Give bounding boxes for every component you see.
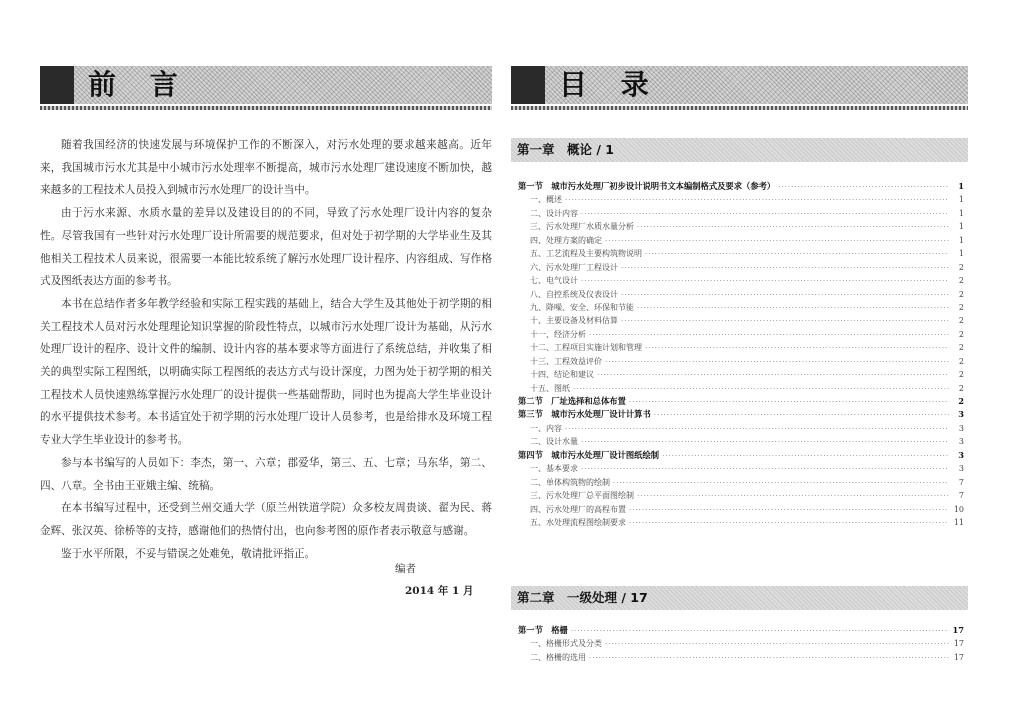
- toc-entry-label: 八、自控系统及仪表设计: [530, 289, 618, 299]
- toc-entry-page: 11: [953, 517, 964, 527]
- preface-paragraph: 本书在总结作者多年教学经验和实际工程实践的基础上，结合大学生及其他处于初学期的相关工程技术人员对污水处理理论知识掌握的阶段性特点，以城市污水处理厂设计为基础，从污水处理厂设计的程序、设计文件的编制、设计内容的基本要求等方面进行了系统总结，并收集了相关的典型实际工程图纸，以明确实际工程图纸的表达方式与设计深度，力图为处于初学期的相关工程技术人员快速熟练掌握污水处理厂的设计提供一些基础帮助，同时也为提高大学生毕业设计的水平提供技术参考。本书适宜处于初学期的污水处理厂设计人员参考，也是给排水及环境工程专业大学生毕业设计的参考书。: [40, 297, 492, 447]
- toc-leader-dots: [605, 638, 949, 651]
- chapter-heading[interactable]: [511, 138, 968, 162]
- toc-leader-dots: [581, 463, 949, 476]
- preface-body: [40, 134, 492, 565]
- toc-entry-page: 1: [958, 235, 964, 245]
- toc-entry-page: 17: [953, 639, 964, 649]
- toc-entry-page: 1: [958, 195, 964, 205]
- toc-entry-page: 17: [952, 625, 964, 635]
- toc-leader-dots: [637, 490, 949, 503]
- toc-item-entry[interactable]: [518, 489, 964, 502]
- toc-entry-label: 四、处理方案的确定: [530, 235, 602, 245]
- preface-paragraph: 鉴于水平所限，不妥与错误之处难免，敬请批评指正。: [61, 547, 316, 560]
- toc-entry-label: 六、污水处理厂工程设计: [530, 262, 618, 272]
- toc-leader-dots: [645, 342, 949, 355]
- toc-item-entry[interactable]: [518, 516, 964, 529]
- toc-entry-page: 2: [958, 276, 964, 286]
- toc-leader-dots: [581, 208, 949, 221]
- toc-item-entry[interactable]: [518, 234, 964, 247]
- toc-entry-label: 五、工艺流程及主要构筑物说明: [530, 249, 642, 259]
- toc-leader-dots: [629, 517, 949, 530]
- toc-leader-dots: [597, 369, 949, 382]
- toc-entry-page: 2: [958, 262, 964, 272]
- toc-entry-label: 二、设计内容: [530, 208, 578, 218]
- toc-entry-label: 三、污水处理厂水质水量分析: [530, 222, 634, 232]
- toc-leader-dots: [565, 423, 949, 436]
- chapter-heading[interactable]: [511, 586, 968, 610]
- toc-entry-page: 10: [953, 504, 964, 514]
- toc-leader-dots: [589, 329, 949, 342]
- toc-leader-dots: [778, 181, 949, 194]
- toc-entry-page: 1: [958, 222, 964, 232]
- toc-entry-label: 一、内容: [530, 423, 562, 433]
- toc-entry-label: 一、基本要求: [530, 464, 578, 474]
- toc-entry-page: 3: [958, 449, 964, 460]
- preface-date: 2014 年 1 月: [405, 585, 474, 597]
- toc-leader-dots: [621, 262, 949, 275]
- toc-item-entry[interactable]: [518, 637, 964, 650]
- preface-title: 前 言: [88, 68, 190, 101]
- toc-entry-page: 2: [958, 302, 964, 312]
- banner-block: [40, 66, 74, 104]
- toc-leader-dots: [581, 436, 949, 449]
- banner-rule: [40, 106, 492, 110]
- toc-item-entry[interactable]: [518, 341, 964, 354]
- toc-item-entry[interactable]: [518, 382, 964, 395]
- toc-leader-dots: [565, 194, 949, 207]
- toc-leader-dots: [621, 289, 949, 302]
- toc-entry-label: 十四、结论和建议: [530, 370, 594, 380]
- toc-entry-label: 二、单体构筑物的绘制: [530, 477, 610, 487]
- toc-entry-page: 1: [958, 181, 964, 191]
- toc-entry-page: 2: [958, 356, 964, 366]
- toc-item-entry[interactable]: [518, 503, 964, 516]
- toc-item-entry[interactable]: [518, 651, 964, 664]
- toc-entry-page: 3: [958, 437, 964, 447]
- toc-entry-label: 九、降噪、安全、环保和节能: [530, 302, 634, 312]
- preface-paragraph: 由于污水来源、水质水量的差异以及建设目的的不同，导致了污水处理厂设计内容的复杂性。尽管我国有一些针对污水处理厂设计所需要的规范要求，但对处于初学期的大学毕业生及其他相关工程技术人员来说，很需要一本能比较系统了解污水处理厂设计程序、内容组成、写作格式及图纸表达方面的参考书。: [40, 207, 492, 288]
- toc-entry-label: 四、污水处理厂的高程布置: [530, 504, 626, 514]
- toc-leader-dots: [645, 248, 949, 261]
- toc-entry-page: 7: [958, 491, 964, 501]
- toc-entry-label: 二、格栅的选用: [530, 652, 586, 662]
- toc-section-entry[interactable]: [518, 449, 964, 462]
- toc-leader-dots: [605, 356, 949, 369]
- toc-entry-label: 十、主要设备及材料估算: [530, 316, 618, 326]
- toc-item-entry[interactable]: [518, 274, 964, 287]
- toc-entry-label: 第四节 城市污水处理厂设计图纸绘制: [518, 449, 660, 460]
- toc-item-entry[interactable]: [518, 368, 964, 381]
- toc-section-entry[interactable]: [518, 180, 964, 193]
- toc-banner: [511, 66, 968, 110]
- toc-item-entry[interactable]: [518, 301, 964, 314]
- toc-entry-page: 2: [958, 396, 964, 406]
- toc-item-entry[interactable]: [518, 261, 964, 274]
- toc-entry-label: 第一节 格栅: [518, 625, 568, 635]
- chapter-heading-label: 第二章 一级处理 / 17: [517, 590, 648, 605]
- chapter-heading-label: 第一章 概论 / 1: [517, 142, 614, 157]
- toc-item-entry[interactable]: [518, 435, 964, 448]
- toc-leader-dots: [571, 625, 949, 638]
- toc-leader-dots: [637, 221, 949, 234]
- toc-section-entry[interactable]: [518, 408, 964, 421]
- preface-paragraph: 随着我国经济的快速发展与环境保护工作的不断深入，对污水处理的要求越来越高。近年来，我国城市污水尤其是中小城市污水处理率不断提高，城市污水处理厂建设速度不断加快，越来越多的工程技术人员投入到城市污水处理厂的设计当中。: [40, 139, 492, 197]
- toc-item-entry[interactable]: [518, 220, 964, 233]
- preface-paragraph: 参与本书编写的人员如下：李杰，第一、六章；郡爱华，第三、五、七章；马东华，第二、四、八章。全书由王亚娥主编、统稿。: [40, 456, 492, 492]
- toc-entry-page: 2: [958, 329, 964, 339]
- toc-item-entry[interactable]: [518, 355, 964, 368]
- toc-entry-page: 3: [958, 423, 964, 433]
- banner-block: [511, 66, 545, 104]
- toc-entry-label: 五、水处理流程图绘制要求: [530, 517, 626, 527]
- toc-item-entry[interactable]: [518, 288, 964, 301]
- toc-leader-dots: [581, 275, 949, 288]
- banner-rule: [511, 106, 968, 110]
- toc-item-entry[interactable]: [518, 422, 964, 435]
- toc-entry-label: 十一、经济分析: [530, 329, 586, 339]
- preface-signature: 编者: [395, 563, 416, 575]
- toc-entry-page: 2: [958, 370, 964, 380]
- toc-item-entry[interactable]: [518, 193, 964, 206]
- toc-leader-dots: [613, 477, 949, 490]
- toc-entry-page: 2: [958, 289, 964, 299]
- toc-leader-dots: [629, 504, 949, 517]
- toc-entry-page: 1: [958, 249, 964, 259]
- toc-leader-dots: [637, 302, 949, 315]
- toc-entry-page: 2: [958, 316, 964, 326]
- toc-section-entry[interactable]: [518, 395, 964, 408]
- toc-entry-page: 1: [958, 208, 964, 218]
- toc-leader-dots: [662, 450, 949, 463]
- toc-entry-label: 第一节 城市污水处理厂初步设计说明书文本编制格式及要求（参考）: [518, 181, 776, 191]
- toc-leader-dots: [605, 235, 949, 248]
- toc-entry-page: 7: [958, 477, 964, 487]
- toc-list-chapter-1: [518, 180, 964, 529]
- toc-entry-label: 七、电气设计: [530, 276, 578, 286]
- toc-item-entry[interactable]: [518, 247, 964, 260]
- toc-entry-label: 第三节 城市污水处理厂设计计算书: [518, 409, 651, 420]
- toc-item-entry[interactable]: [518, 207, 964, 220]
- toc-entry-label: 三、污水处理厂总平面图绘制: [530, 491, 634, 501]
- toc-list-chapter-2: [518, 624, 964, 664]
- preface-paragraph: 在本书编写过程中，还受到兰州交通大学（原兰州铁道学院）众多校友周贵谈、翟为民、蒋金辉、张汉英、徐桥等的支持，感谢他们的热情付出，也向参考图的原作者表示敬意与感谢。: [40, 502, 492, 537]
- toc-leader-dots: [654, 409, 949, 422]
- toc-entry-label: 十二、工程项目实施计划和管理: [530, 343, 642, 353]
- toc-entry-page: 2: [958, 343, 964, 353]
- toc-entry-page: 2: [958, 383, 964, 393]
- toc-leader-dots: [629, 396, 949, 409]
- toc-item-entry[interactable]: [518, 476, 964, 489]
- toc-entry-page: 3: [958, 409, 964, 420]
- toc-entry-label: 一、格栅形式及分类: [530, 639, 602, 649]
- toc-leader-dots: [573, 383, 949, 396]
- preface-banner: [40, 66, 492, 110]
- toc-entry-label: 二、设计水量: [530, 437, 578, 447]
- toc-entry-label: 一、概述: [530, 195, 562, 205]
- toc-section-entry[interactable]: [518, 624, 964, 637]
- toc-entry-page: 17: [953, 652, 964, 662]
- toc-item-entry[interactable]: [518, 314, 964, 327]
- toc-title: 目 录: [559, 68, 661, 101]
- toc-item-entry[interactable]: [518, 328, 964, 341]
- toc-item-entry[interactable]: [518, 462, 964, 475]
- toc-leader-dots: [589, 652, 949, 665]
- toc-entry-label: 第二节 厂址选择和总体布置: [518, 396, 626, 406]
- toc-entry-label: 十三、工程效益评价: [530, 356, 602, 366]
- toc-entry-page: 3: [958, 464, 964, 474]
- toc-leader-dots: [621, 315, 949, 328]
- toc-entry-label: 十五、图纸: [530, 383, 570, 393]
